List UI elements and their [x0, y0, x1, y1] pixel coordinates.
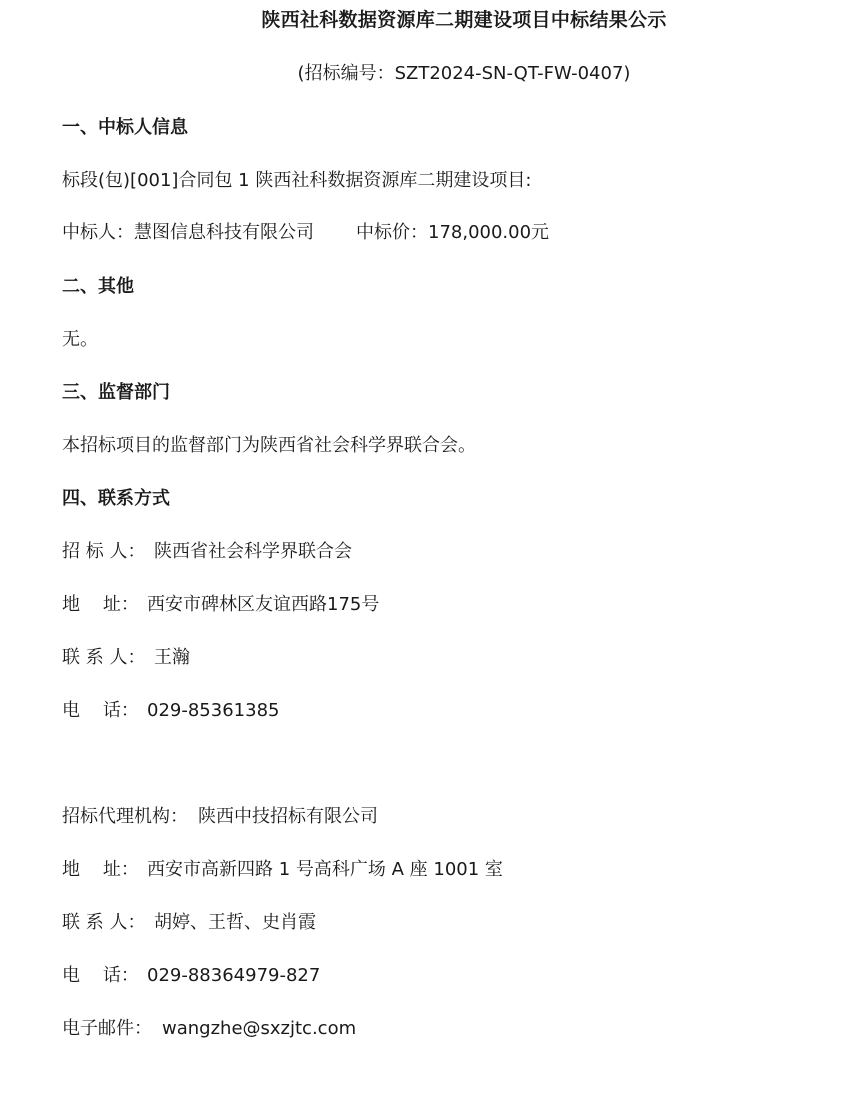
agency-email-label: 电子邮件：: [62, 1018, 152, 1039]
agency-address-value: 西安市高新四路 1 号高科广场 A 座 1001 室: [147, 859, 503, 880]
agency-phone-value: 029-88364979-827: [147, 965, 321, 986]
price-label: 中标价：: [356, 222, 428, 243]
tenderer-address-value: 西安市碑林区友谊西路175号: [147, 594, 380, 615]
agency-address-row: [62, 855, 503, 881]
tenderer-name-value: 陕西省社会科学界联合会: [154, 541, 352, 562]
agency-contact-label: 联 系 人：: [62, 912, 146, 933]
winner-value: 慧图信息科技有限公司: [134, 222, 314, 243]
page-title: 陕西社科数据资源库二期建设项目中标结果公示: [261, 9, 667, 31]
tenderer-phone-row: [62, 696, 279, 722]
agency-email-row: [62, 1014, 356, 1040]
tenderer-name-row: [62, 537, 352, 563]
agency-name-row: [62, 802, 378, 828]
winner-row: [62, 218, 549, 244]
tenderer-phone-label: 电 话：: [62, 700, 139, 721]
agency-phone-row: [62, 961, 320, 987]
agency-phone-label: 电 话：: [62, 965, 139, 986]
section-heading-supervision: 三、监督部门: [62, 382, 170, 403]
section-heading-other: 二、其他: [62, 276, 134, 297]
agency-address-label: 地 址：: [62, 859, 139, 880]
winner-label: 中标人：: [62, 222, 134, 243]
tenderer-phone-value: 029-85361385: [147, 700, 280, 721]
supervision-content: 本招标项目的监督部门为陕西省社会科学界联合会。: [62, 435, 476, 456]
other-content: 无。: [62, 329, 98, 350]
lot-description: 标段(包)[001]合同包 1 陕西社科数据资源库二期建设项目:: [62, 170, 532, 191]
agency-contact-value: 胡婷、王哲、史肖霞: [154, 912, 316, 933]
tenderer-name-label: 招 标 人：: [62, 541, 146, 562]
price-value: 178,000.00元: [428, 222, 550, 243]
tenderer-contact-label: 联 系 人：: [62, 647, 146, 668]
agency-email-link[interactable]: wangzhe@sxzjtc.com: [162, 1018, 357, 1039]
tenderer-contact-value: 王瀚: [154, 647, 190, 668]
tenderer-address-row: [62, 590, 379, 616]
tenderer-address-label: 地 址：: [62, 594, 139, 615]
section-heading-winner-info: 一、中标人信息: [62, 117, 188, 138]
tender-number: (招标编号：SZT2024-SN-QT-FW-0407): [297, 63, 631, 84]
agency-contact-row: [62, 908, 316, 934]
agency-name-label: 招标代理机构：: [62, 806, 188, 827]
section-heading-contact: 四、联系方式: [62, 488, 170, 509]
agency-name-value: 陕西中技招标有限公司: [198, 806, 378, 827]
tenderer-contact-row: [62, 643, 190, 669]
